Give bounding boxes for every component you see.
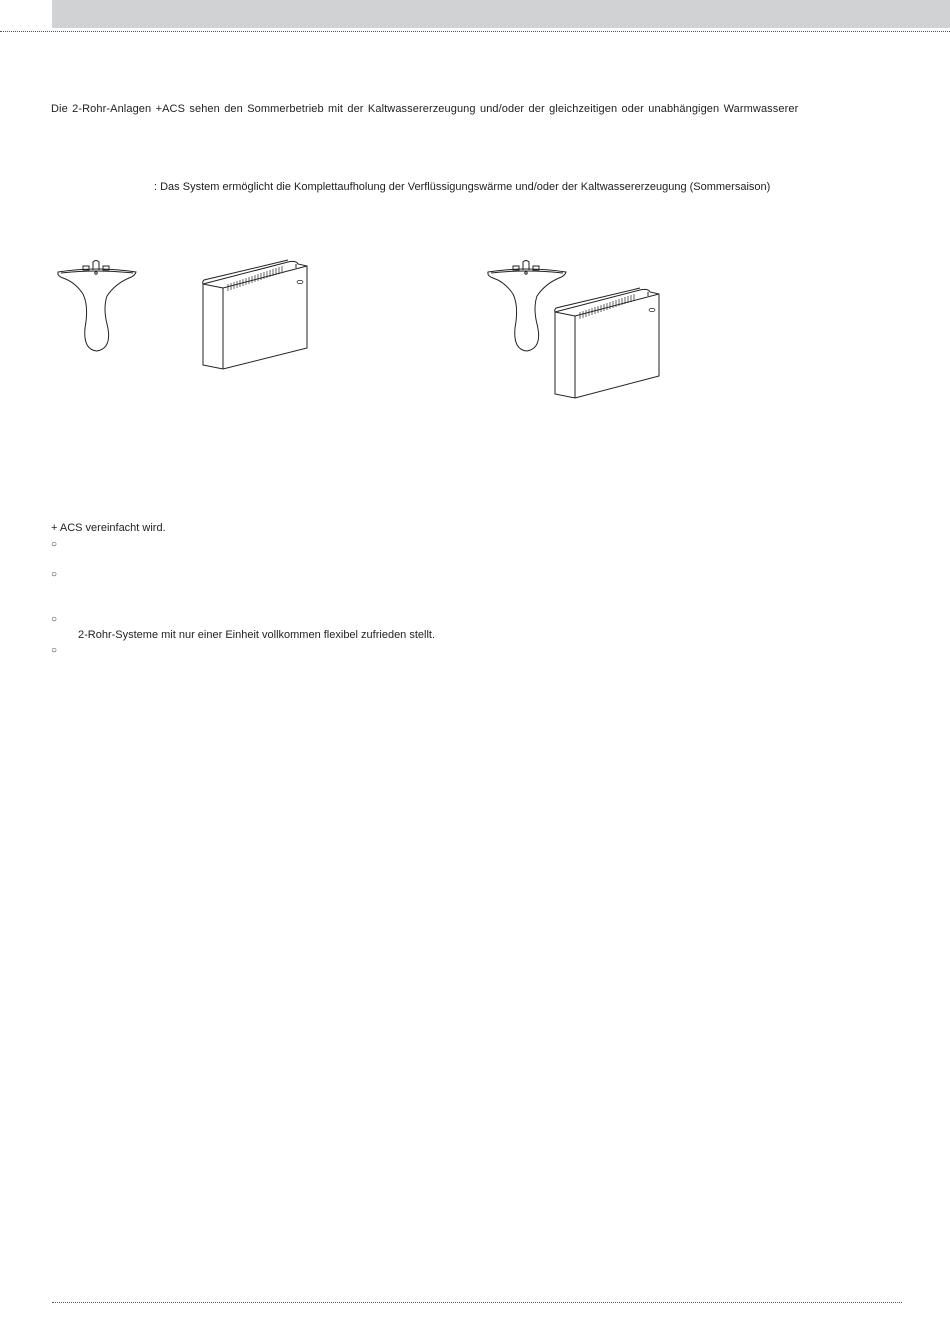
bottom-dotted-rule <box>52 1302 902 1303</box>
bullet-marker: ○ <box>51 569 58 580</box>
bullet-marker: ○ <box>51 614 58 625</box>
system-note: : Das System ermöglicht die Komplettaufholung der Verflüssigungswärme und/oder der Kaltwassererzeugung (Sommersaison) <box>154 181 771 193</box>
bullet-marker: ○ <box>51 645 58 656</box>
fan-coil-unit-icon <box>550 286 664 402</box>
acs-note: + ACS vereinfacht wird. <box>51 522 166 534</box>
top-dotted-rule <box>0 31 950 32</box>
header-bar <box>52 0 950 28</box>
rohr-note: 2-Rohr-Systeme mit nur einer Einheit vollkommen flexibel zufrieden stellt. <box>78 629 436 641</box>
fan-coil-unit-icon <box>198 258 312 372</box>
bullet-marker: ○ <box>51 539 58 550</box>
washbasin-icon <box>55 258 139 354</box>
intro-paragraph: Die 2-Rohr-Anlagen +ACS sehen den Sommerbetrieb mit der Kaltwassererzeugung und/oder der gleichzeitigen oder unabhängigen Warmwasserer <box>51 103 799 115</box>
